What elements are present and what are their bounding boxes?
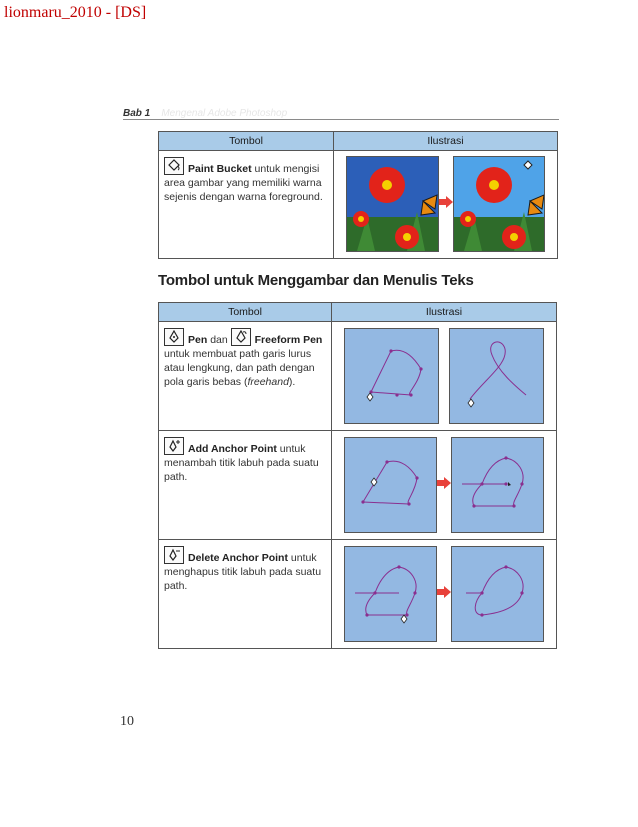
right-arrow-icon <box>437 586 451 602</box>
tool-description-cell <box>159 151 334 259</box>
pen-path-illustration <box>344 328 439 424</box>
illustration-cell <box>334 151 558 259</box>
watermark: lionmaru_2010 - [DS] <box>4 4 147 21</box>
table-row <box>159 540 557 649</box>
tool-desc-end: ). <box>288 376 296 388</box>
delete-anchor-before-illustration <box>344 546 437 642</box>
tool-name: Paint Bucket <box>188 163 252 175</box>
connector-text: dan <box>210 334 228 346</box>
chapter-header <box>123 101 559 120</box>
freeform-path-illustration <box>449 328 544 424</box>
add-anchor-before-illustration <box>344 437 437 533</box>
drawing-tools-table <box>158 302 557 649</box>
tool-name: Add Anchor Point <box>188 443 277 455</box>
tool-name: Delete Anchor Point <box>188 552 288 564</box>
table-row <box>159 431 557 540</box>
illustration-cell <box>332 431 557 540</box>
tool-name: Pen <box>188 334 208 346</box>
chapter-subtitle: Mengenal Adobe Photoshop <box>161 108 288 119</box>
page-number: 10 <box>120 714 134 729</box>
tool-desc-italic: freehand <box>247 376 289 388</box>
pen-icon <box>164 328 184 346</box>
add-anchor-point-icon <box>164 437 184 455</box>
freeform-pen-icon <box>231 328 251 346</box>
section-title: Tombol untuk Menggambar dan Menulis Teks <box>158 272 474 289</box>
flower-photo-before <box>346 156 439 252</box>
tool-desc: untuk membuat path garis lurus atau lengkung, dan path dengan pola garis bebas ( <box>164 348 315 388</box>
table-row <box>159 322 557 431</box>
paint-bucket-table <box>158 131 558 259</box>
tool-description-cell <box>159 540 332 649</box>
table1-header-illustration: Ilustrasi <box>334 132 558 151</box>
tool-description-cell <box>159 322 332 431</box>
tool-desc: untuk mengisi area gambar yang memiliki warna sejenis dengan warna foreground. <box>164 163 323 203</box>
right-arrow-icon <box>437 477 451 493</box>
delete-anchor-point-icon <box>164 546 184 564</box>
flower-photo-after <box>453 156 546 252</box>
illustration-cell <box>332 540 557 649</box>
tool-description-cell <box>159 431 332 540</box>
table1-header-tool: Tombol <box>159 132 334 151</box>
paint-bucket-icon <box>164 157 184 175</box>
table2-header-tool: Tombol <box>159 303 332 322</box>
chapter-label: Bab 1 <box>123 108 151 119</box>
add-anchor-after-illustration <box>451 437 544 533</box>
tool-desc: untuk menambah titik labuh pada suatu path. <box>164 443 319 483</box>
right-arrow-icon <box>439 196 453 212</box>
delete-anchor-after-illustration <box>451 546 544 642</box>
tool-desc: untuk menghapus titik labuh pada suatu path. <box>164 552 322 592</box>
illustration-cell <box>332 322 557 431</box>
tool-name-2: Freeform Pen <box>254 334 323 346</box>
table-row <box>159 151 558 259</box>
table2-header-illustration: Ilustrasi <box>332 303 557 322</box>
